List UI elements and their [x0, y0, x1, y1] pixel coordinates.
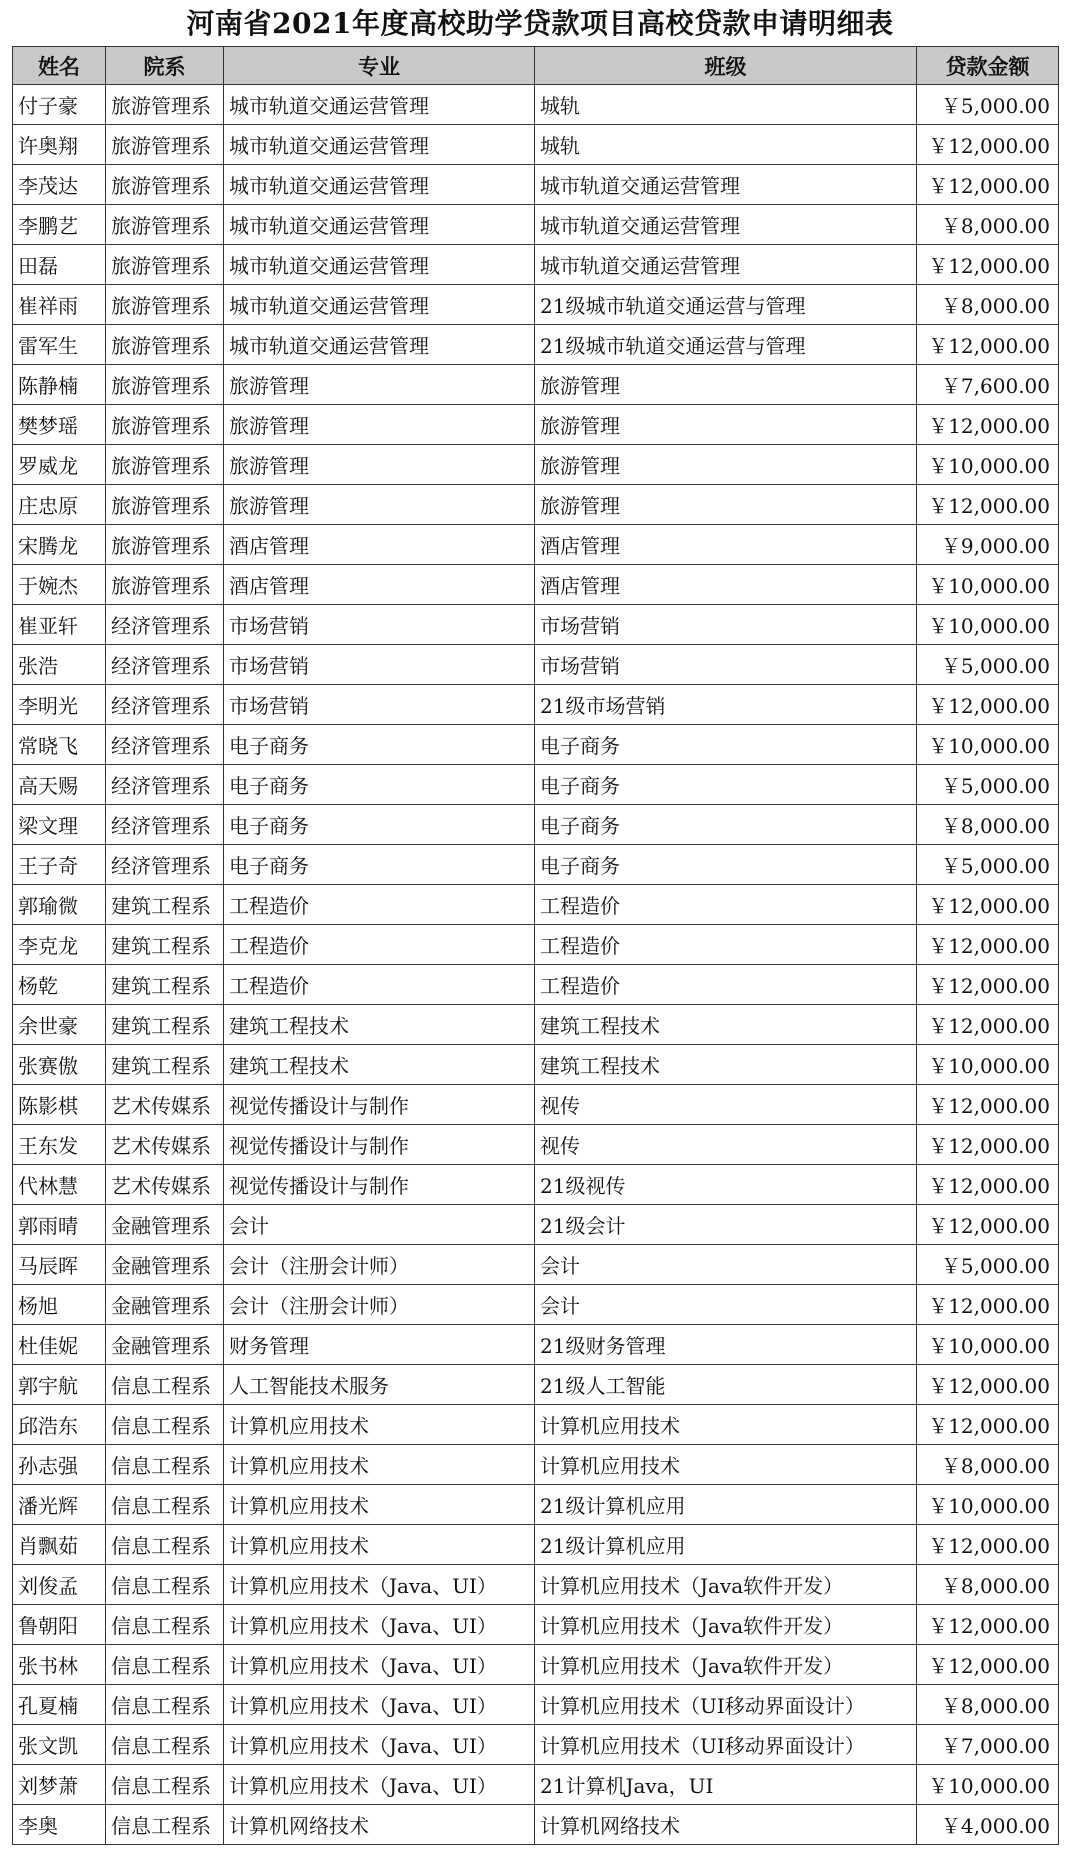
- major-cell: 市场营销: [224, 685, 535, 725]
- name-cell: 代林慧: [13, 1165, 106, 1205]
- department-cell: 信息工程系: [106, 1765, 224, 1805]
- table-row: [13, 1245, 1059, 1285]
- name-cell: 鲁朝阳: [13, 1605, 106, 1645]
- name-cell: 邱浩东: [13, 1405, 106, 1445]
- table-row: [13, 1645, 1059, 1685]
- class-cell: 21级计算机应用: [535, 1525, 917, 1565]
- major-cell: 电子商务: [224, 725, 535, 765]
- name-cell: 刘梦萧: [13, 1765, 106, 1805]
- loan-amount-cell: ￥12,000.00: [917, 1365, 1059, 1405]
- name-cell: 李明光: [13, 685, 106, 725]
- major-cell: 计算机网络技术: [224, 1805, 535, 1845]
- major-cell: 人工智能技术服务: [224, 1365, 535, 1405]
- loan-amount-cell: ￥10,000.00: [917, 1325, 1059, 1365]
- class-cell: 电子商务: [535, 805, 917, 845]
- name-cell: 刘俊孟: [13, 1565, 106, 1605]
- class-cell: 计算机应用技术（UI移动界面设计）: [535, 1685, 917, 1725]
- name-cell: 肖飘茹: [13, 1525, 106, 1565]
- table-row: [13, 1725, 1059, 1765]
- table-row: [13, 565, 1059, 605]
- department-cell: 建筑工程系: [106, 925, 224, 965]
- department-cell: 经济管理系: [106, 805, 224, 845]
- class-cell: 城轨: [535, 125, 917, 165]
- department-cell: 信息工程系: [106, 1685, 224, 1725]
- header-class: 班级: [535, 47, 917, 85]
- class-cell: 计算机应用技术（Java软件开发）: [535, 1645, 917, 1685]
- major-cell: 计算机应用技术: [224, 1405, 535, 1445]
- department-cell: 旅游管理系: [106, 125, 224, 165]
- class-cell: 21级城市轨道交通运营与管理: [535, 285, 917, 325]
- name-cell: 马辰晖: [13, 1245, 106, 1285]
- department-cell: 旅游管理系: [106, 565, 224, 605]
- loan-amount-cell: ￥7,000.00: [917, 1725, 1059, 1765]
- loan-amount-cell: ￥10,000.00: [917, 445, 1059, 485]
- department-cell: 建筑工程系: [106, 1005, 224, 1045]
- name-cell: 李奥: [13, 1805, 106, 1845]
- header-row: [13, 47, 1059, 85]
- class-cell: 21级城市轨道交通运营与管理: [535, 325, 917, 365]
- class-cell: 城市轨道交通运营管理: [535, 245, 917, 285]
- department-cell: 经济管理系: [106, 725, 224, 765]
- class-cell: 视传: [535, 1125, 917, 1165]
- loan-amount-cell: ￥12,000.00: [917, 1525, 1059, 1565]
- class-cell: 城市轨道交通运营管理: [535, 205, 917, 245]
- name-cell: 付子豪: [13, 85, 106, 125]
- name-cell: 潘光辉: [13, 1485, 106, 1525]
- table-row: [13, 965, 1059, 1005]
- name-cell: 李克龙: [13, 925, 106, 965]
- table-row: [13, 125, 1059, 165]
- loan-amount-cell: ￥12,000.00: [917, 685, 1059, 725]
- table-row: [13, 485, 1059, 525]
- loan-amount-cell: ￥12,000.00: [917, 485, 1059, 525]
- name-cell: 崔亚轩: [13, 605, 106, 645]
- name-cell: 常晓飞: [13, 725, 106, 765]
- major-cell: 旅游管理: [224, 485, 535, 525]
- major-cell: 旅游管理: [224, 365, 535, 405]
- major-cell: 酒店管理: [224, 525, 535, 565]
- table-row: [13, 1805, 1059, 1845]
- major-cell: 旅游管理: [224, 405, 535, 445]
- header-major: 专业: [224, 47, 535, 85]
- table-row: [13, 1205, 1059, 1245]
- name-cell: 梁文理: [13, 805, 106, 845]
- class-cell: 旅游管理: [535, 405, 917, 445]
- major-cell: 工程造价: [224, 965, 535, 1005]
- class-cell: 工程造价: [535, 965, 917, 1005]
- major-cell: 计算机应用技术: [224, 1445, 535, 1485]
- class-cell: 工程造价: [535, 925, 917, 965]
- major-cell: 视觉传播设计与制作: [224, 1165, 535, 1205]
- loan-amount-cell: ￥10,000.00: [917, 565, 1059, 605]
- name-cell: 田磊: [13, 245, 106, 285]
- department-cell: 旅游管理系: [106, 405, 224, 445]
- name-cell: 王子奇: [13, 845, 106, 885]
- major-cell: 城市轨道交通运营管理: [224, 245, 535, 285]
- department-cell: 信息工程系: [106, 1405, 224, 1445]
- class-cell: 计算机应用技术: [535, 1445, 917, 1485]
- loan-amount-cell: ￥8,000.00: [917, 1685, 1059, 1725]
- name-cell: 高天赐: [13, 765, 106, 805]
- name-cell: 郭宇航: [13, 1365, 106, 1405]
- major-cell: 视觉传播设计与制作: [224, 1085, 535, 1125]
- loan-amount-cell: ￥12,000.00: [917, 1005, 1059, 1045]
- loan-amount-cell: ￥10,000.00: [917, 1765, 1059, 1805]
- table-row: [13, 845, 1059, 885]
- class-cell: 旅游管理: [535, 485, 917, 525]
- department-cell: 金融管理系: [106, 1325, 224, 1365]
- name-cell: 王东发: [13, 1125, 106, 1165]
- major-cell: 旅游管理: [224, 445, 535, 485]
- department-cell: 旅游管理系: [106, 445, 224, 485]
- class-cell: 市场营销: [535, 605, 917, 645]
- department-cell: 建筑工程系: [106, 1045, 224, 1085]
- header-loan-amount: 贷款金额: [917, 47, 1059, 85]
- name-cell: 宋腾龙: [13, 525, 106, 565]
- loan-amount-cell: ￥12,000.00: [917, 1125, 1059, 1165]
- name-cell: 罗威龙: [13, 445, 106, 485]
- loan-amount-cell: ￥12,000.00: [917, 245, 1059, 285]
- major-cell: 计算机应用技术（Java、UI）: [224, 1565, 535, 1605]
- class-cell: 计算机应用技术（Java软件开发）: [535, 1565, 917, 1605]
- table-row: [13, 805, 1059, 845]
- loan-amount-cell: ￥5,000.00: [917, 85, 1059, 125]
- loan-amount-cell: ￥12,000.00: [917, 885, 1059, 925]
- loan-amount-cell: ￥12,000.00: [917, 1205, 1059, 1245]
- table-row: [13, 1605, 1059, 1645]
- table-row: [13, 1765, 1059, 1805]
- name-cell: 李鹏艺: [13, 205, 106, 245]
- department-cell: 建筑工程系: [106, 965, 224, 1005]
- class-cell: 电子商务: [535, 765, 917, 805]
- name-cell: 张赛傲: [13, 1045, 106, 1085]
- name-cell: 崔祥雨: [13, 285, 106, 325]
- major-cell: 会计（注册会计师）: [224, 1245, 535, 1285]
- table-row: [13, 885, 1059, 925]
- major-cell: 会计: [224, 1205, 535, 1245]
- department-cell: 信息工程系: [106, 1485, 224, 1525]
- class-cell: 视传: [535, 1085, 917, 1125]
- table-row: [13, 365, 1059, 405]
- department-cell: 艺术传媒系: [106, 1125, 224, 1165]
- loan-amount-cell: ￥8,000.00: [917, 285, 1059, 325]
- name-cell: 孙志强: [13, 1445, 106, 1485]
- class-cell: 旅游管理: [535, 445, 917, 485]
- loan-amount-cell: ￥5,000.00: [917, 1245, 1059, 1285]
- header-department: 院系: [106, 47, 224, 85]
- class-cell: 市场营销: [535, 645, 917, 685]
- table-row: [13, 765, 1059, 805]
- department-cell: 金融管理系: [106, 1205, 224, 1245]
- loan-amount-cell: ￥5,000.00: [917, 645, 1059, 685]
- table-row: [13, 1405, 1059, 1445]
- major-cell: 城市轨道交通运营管理: [224, 85, 535, 125]
- class-cell: 建筑工程技术: [535, 1005, 917, 1045]
- table-row: [13, 1285, 1059, 1325]
- loan-amount-cell: ￥12,000.00: [917, 1085, 1059, 1125]
- department-cell: 经济管理系: [106, 685, 224, 725]
- name-cell: 张浩: [13, 645, 106, 685]
- major-cell: 城市轨道交通运营管理: [224, 205, 535, 245]
- major-cell: 工程造价: [224, 885, 535, 925]
- table-row: [13, 1685, 1059, 1725]
- loan-amount-cell: ￥10,000.00: [917, 1045, 1059, 1085]
- name-cell: 孔夏楠: [13, 1685, 106, 1725]
- major-cell: 计算机应用技术（Java、UI）: [224, 1765, 535, 1805]
- class-cell: 酒店管理: [535, 565, 917, 605]
- loan-amount-cell: ￥4,000.00: [917, 1805, 1059, 1845]
- name-cell: 陈影棋: [13, 1085, 106, 1125]
- name-cell: 余世豪: [13, 1005, 106, 1045]
- major-cell: 城市轨道交通运营管理: [224, 125, 535, 165]
- department-cell: 信息工程系: [106, 1365, 224, 1405]
- class-cell: 城轨: [535, 85, 917, 125]
- loan-table: [12, 46, 1059, 1845]
- department-cell: 旅游管理系: [106, 485, 224, 525]
- department-cell: 信息工程系: [106, 1645, 224, 1685]
- table-body: [13, 85, 1059, 1845]
- department-cell: 经济管理系: [106, 605, 224, 645]
- major-cell: 市场营销: [224, 645, 535, 685]
- table-row: [13, 1565, 1059, 1605]
- major-cell: 计算机应用技术: [224, 1525, 535, 1565]
- table-row: [13, 445, 1059, 485]
- major-cell: 计算机应用技术（Java、UI）: [224, 1685, 535, 1725]
- class-cell: 21级市场营销: [535, 685, 917, 725]
- table-row: [13, 325, 1059, 365]
- sheet-title: 河南省2021年度高校助学贷款项目高校贷款申请明细表: [186, 7, 894, 40]
- loan-amount-cell: ￥12,000.00: [917, 1645, 1059, 1685]
- department-cell: 艺术传媒系: [106, 1085, 224, 1125]
- major-cell: 计算机应用技术（Java、UI）: [224, 1605, 535, 1645]
- loan-amount-cell: ￥8,000.00: [917, 1565, 1059, 1605]
- department-cell: 信息工程系: [106, 1605, 224, 1645]
- department-cell: 旅游管理系: [106, 205, 224, 245]
- name-cell: 庄忠原: [13, 485, 106, 525]
- table-row: [13, 1365, 1059, 1405]
- class-cell: 电子商务: [535, 725, 917, 765]
- loan-amount-cell: ￥12,000.00: [917, 965, 1059, 1005]
- class-cell: 21级人工智能: [535, 1365, 917, 1405]
- table-row: [13, 1005, 1059, 1045]
- major-cell: 城市轨道交通运营管理: [224, 165, 535, 205]
- department-cell: 旅游管理系: [106, 525, 224, 565]
- class-cell: 建筑工程技术: [535, 1045, 917, 1085]
- class-cell: 21级会计: [535, 1205, 917, 1245]
- department-cell: 经济管理系: [106, 645, 224, 685]
- class-cell: 计算机网络技术: [535, 1805, 917, 1845]
- class-cell: 会计: [535, 1285, 917, 1325]
- major-cell: 计算机应用技术（Java、UI）: [224, 1645, 535, 1685]
- loan-amount-cell: ￥10,000.00: [917, 1485, 1059, 1525]
- department-cell: 旅游管理系: [106, 325, 224, 365]
- class-cell: 21计算机Java，UI: [535, 1765, 917, 1805]
- class-cell: 21级财务管理: [535, 1325, 917, 1365]
- major-cell: 工程造价: [224, 925, 535, 965]
- department-cell: 信息工程系: [106, 1525, 224, 1565]
- name-cell: 雷军生: [13, 325, 106, 365]
- class-cell: 计算机应用技术（Java软件开发）: [535, 1605, 917, 1645]
- department-cell: 信息工程系: [106, 1445, 224, 1485]
- department-cell: 旅游管理系: [106, 85, 224, 125]
- class-cell: 酒店管理: [535, 525, 917, 565]
- department-cell: 信息工程系: [106, 1805, 224, 1845]
- loan-amount-cell: ￥12,000.00: [917, 1405, 1059, 1445]
- name-cell: 许奥翔: [13, 125, 106, 165]
- loan-amount-cell: ￥12,000.00: [917, 325, 1059, 365]
- major-cell: 城市轨道交通运营管理: [224, 325, 535, 365]
- major-cell: 电子商务: [224, 805, 535, 845]
- major-cell: 建筑工程技术: [224, 1045, 535, 1085]
- name-cell: 陈静楠: [13, 365, 106, 405]
- major-cell: 计算机应用技术（Java、UI）: [224, 1725, 535, 1765]
- loan-amount-cell: ￥12,000.00: [917, 1605, 1059, 1645]
- loan-amount-cell: ￥10,000.00: [917, 605, 1059, 645]
- department-cell: 信息工程系: [106, 1725, 224, 1765]
- class-cell: 计算机应用技术: [535, 1405, 917, 1445]
- table-row: [13, 165, 1059, 205]
- name-cell: 杜佳妮: [13, 1325, 106, 1365]
- table-row: [13, 1525, 1059, 1565]
- table-row: [13, 1165, 1059, 1205]
- loan-amount-cell: ￥12,000.00: [917, 925, 1059, 965]
- loan-amount-cell: ￥12,000.00: [917, 165, 1059, 205]
- major-cell: 会计（注册会计师）: [224, 1285, 535, 1325]
- name-cell: 樊梦瑶: [13, 405, 106, 445]
- loan-amount-cell: ￥10,000.00: [917, 725, 1059, 765]
- major-cell: 建筑工程技术: [224, 1005, 535, 1045]
- department-cell: 经济管理系: [106, 765, 224, 805]
- major-cell: 计算机应用技术: [224, 1485, 535, 1525]
- department-cell: 金融管理系: [106, 1245, 224, 1285]
- header-name: 姓名: [13, 47, 106, 85]
- table-row: [13, 605, 1059, 645]
- department-cell: 旅游管理系: [106, 285, 224, 325]
- department-cell: 旅游管理系: [106, 165, 224, 205]
- major-cell: 电子商务: [224, 845, 535, 885]
- department-cell: 信息工程系: [106, 1565, 224, 1605]
- name-cell: 张文凯: [13, 1725, 106, 1765]
- department-cell: 旅游管理系: [106, 245, 224, 285]
- table-row: [13, 285, 1059, 325]
- department-cell: 旅游管理系: [106, 365, 224, 405]
- table-row: [13, 405, 1059, 445]
- loan-amount-cell: ￥8,000.00: [917, 1445, 1059, 1485]
- name-cell: 郭瑜微: [13, 885, 106, 925]
- table-row: [13, 645, 1059, 685]
- class-cell: 21级计算机应用: [535, 1485, 917, 1525]
- major-cell: 市场营销: [224, 605, 535, 645]
- department-cell: 金融管理系: [106, 1285, 224, 1325]
- class-cell: 城市轨道交通运营管理: [535, 165, 917, 205]
- table-row: [13, 925, 1059, 965]
- loan-amount-cell: ￥8,000.00: [917, 205, 1059, 245]
- name-cell: 于婉杰: [13, 565, 106, 605]
- class-cell: 旅游管理: [535, 365, 917, 405]
- name-cell: 李茂达: [13, 165, 106, 205]
- table-row: [13, 1325, 1059, 1365]
- class-cell: 会计: [535, 1245, 917, 1285]
- name-cell: 张书林: [13, 1645, 106, 1685]
- loan-amount-cell: ￥12,000.00: [917, 1285, 1059, 1325]
- major-cell: 城市轨道交通运营管理: [224, 285, 535, 325]
- major-cell: 电子商务: [224, 765, 535, 805]
- loan-amount-cell: ￥8,000.00: [917, 805, 1059, 845]
- loan-amount-cell: ￥5,000.00: [917, 765, 1059, 805]
- table-row: [13, 1085, 1059, 1125]
- name-cell: 郭雨晴: [13, 1205, 106, 1245]
- table-row: [13, 245, 1059, 285]
- loan-amount-cell: ￥7,600.00: [917, 365, 1059, 405]
- department-cell: 经济管理系: [106, 845, 224, 885]
- major-cell: 财务管理: [224, 1325, 535, 1365]
- major-cell: 酒店管理: [224, 565, 535, 605]
- major-cell: 视觉传播设计与制作: [224, 1125, 535, 1165]
- class-cell: 21级视传: [535, 1165, 917, 1205]
- loan-amount-cell: ￥12,000.00: [917, 1165, 1059, 1205]
- class-cell: 计算机应用技术（UI移动界面设计）: [535, 1725, 917, 1765]
- class-cell: 工程造价: [535, 885, 917, 925]
- class-cell: 电子商务: [535, 845, 917, 885]
- table-row: [13, 1445, 1059, 1485]
- table-row: [13, 725, 1059, 765]
- loan-amount-cell: ￥9,000.00: [917, 525, 1059, 565]
- loan-amount-cell: ￥5,000.00: [917, 845, 1059, 885]
- table-row: [13, 1485, 1059, 1525]
- table-row: [13, 525, 1059, 565]
- department-cell: 艺术传媒系: [106, 1165, 224, 1205]
- loan-amount-cell: ￥12,000.00: [917, 405, 1059, 445]
- table-row: [13, 205, 1059, 245]
- table-row: [13, 85, 1059, 125]
- table-row: [13, 685, 1059, 725]
- table-row: [13, 1125, 1059, 1165]
- loan-amount-cell: ￥12,000.00: [917, 125, 1059, 165]
- table-row: [13, 1045, 1059, 1085]
- name-cell: 杨乾: [13, 965, 106, 1005]
- name-cell: 杨旭: [13, 1285, 106, 1325]
- department-cell: 建筑工程系: [106, 885, 224, 925]
